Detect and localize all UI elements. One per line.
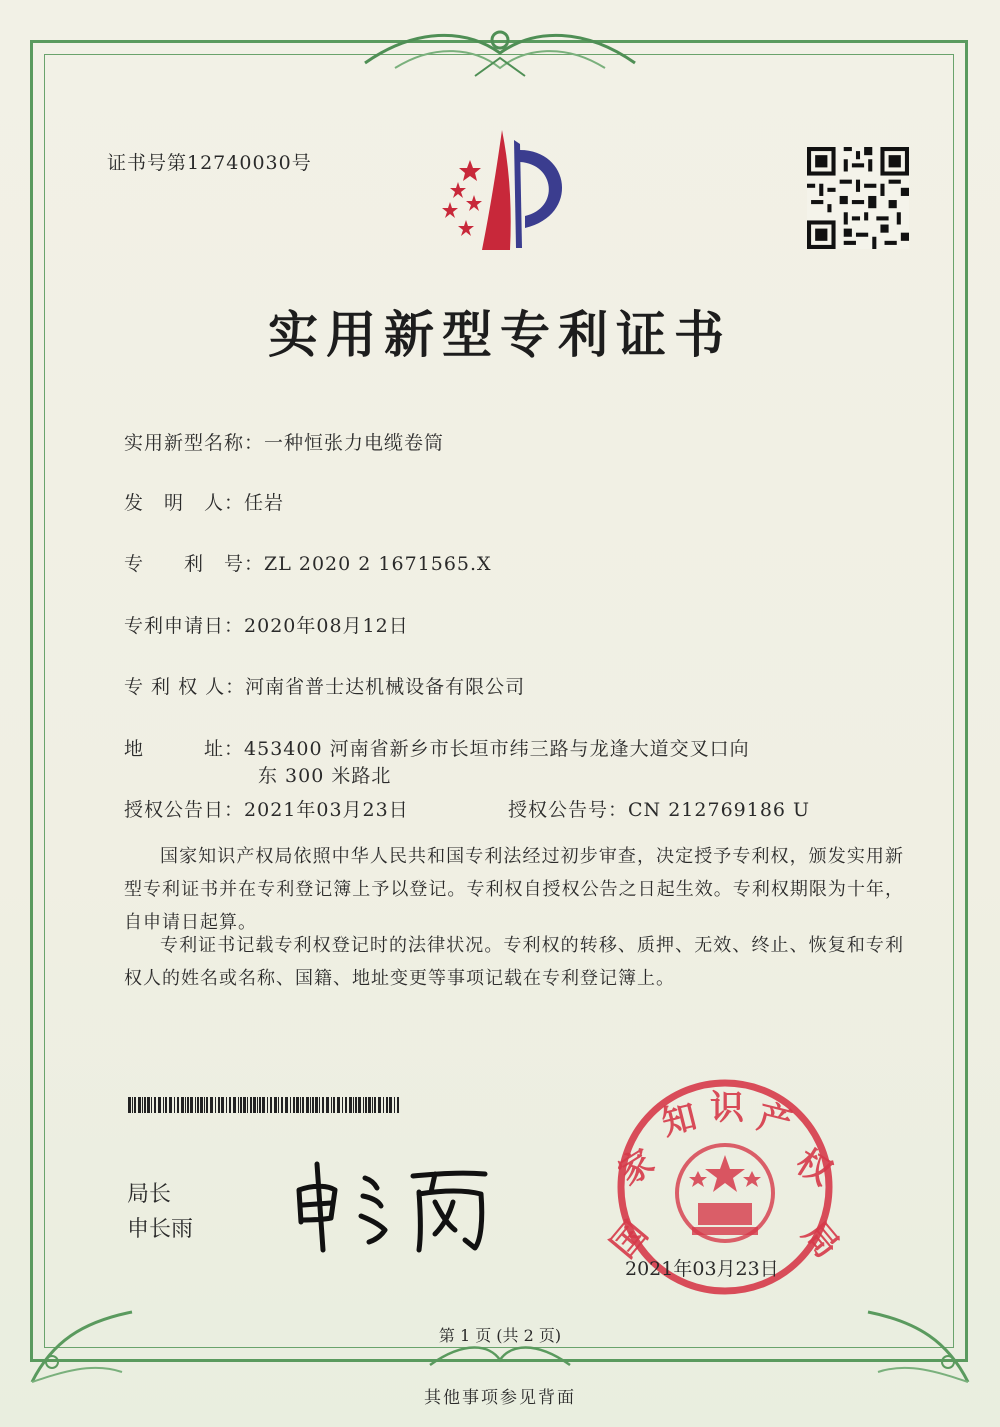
seal-date: 2021年03月23日 [625, 1258, 779, 1280]
barcode-bar [372, 1097, 373, 1113]
barcode-bar [243, 1097, 246, 1113]
barcode-bar [221, 1097, 224, 1113]
barcode-bar [154, 1097, 156, 1113]
barcode-bar [326, 1097, 329, 1113]
address-label: 地 址： [124, 738, 245, 760]
barcode-bar [349, 1097, 352, 1113]
barcode-bar [358, 1097, 361, 1113]
barcode-bar [142, 1097, 143, 1113]
seal-char-7: 局 [794, 1214, 847, 1266]
grant-number-row [508, 795, 810, 822]
address-row [124, 734, 750, 761]
barcode-bar [195, 1097, 196, 1113]
barcode-bar [333, 1097, 335, 1113]
patent-number-label: 专 利 号： [124, 553, 265, 575]
seal-char-5: 产 [753, 1096, 796, 1144]
barcode-bar [342, 1097, 343, 1113]
barcode-bar [374, 1097, 376, 1113]
barcode-bar [240, 1097, 242, 1113]
barcode-bar [345, 1097, 347, 1113]
barcode-bar [174, 1097, 175, 1113]
qr-code-icon [807, 147, 909, 249]
filing-date-label: 专利申请日： [124, 615, 245, 637]
barcode-bar [233, 1097, 236, 1113]
patent-number-value: ZL 2020 2 1671565.X [264, 553, 492, 575]
address-line-1: 453400 河南省新乡市长垣市纬三路与龙逢大道交叉口向 [244, 738, 750, 760]
barcode-bar [181, 1097, 184, 1113]
barcode-bar [296, 1097, 299, 1113]
barcode-bar [158, 1097, 161, 1113]
grant-date-label: 授权公告日： [124, 799, 245, 821]
barcode-bar [210, 1097, 213, 1113]
filing-date-value: 2020年08月12日 [244, 615, 409, 637]
barcode-bar [226, 1097, 227, 1113]
utility-model-name-row [124, 428, 444, 455]
barcode-bar [204, 1097, 205, 1113]
legal-paragraph-1: 国家知识产权局依照中华人民共和国专利法经过初步审查，决定授予专利权，颁发实用新型专利证书并在专利登记簿上予以登记。专利权自授权公告之日起生效。专利权期限为十年，自申请日起算。 [124, 846, 904, 933]
grant-number-value: CN 212769186 U [628, 799, 811, 821]
barcode-bar [247, 1097, 248, 1113]
barcode-bar [386, 1097, 388, 1113]
certificate-title: 实用新型专利证书 [268, 305, 732, 364]
barcode-bar [151, 1097, 152, 1113]
barcode-bar [259, 1097, 261, 1113]
barcode-bar [262, 1097, 265, 1113]
barcode-bar [128, 1097, 131, 1113]
top-ornament-icon [355, 18, 645, 88]
barcode-bar [312, 1097, 314, 1113]
footer-note: 其他事项参见背面 [424, 1388, 576, 1408]
barcode-bar [394, 1097, 395, 1113]
patentee-row [124, 672, 525, 699]
barcode-bar [302, 1097, 304, 1113]
barcode-bar [315, 1097, 318, 1113]
barcode-bar [206, 1097, 208, 1113]
barcode-bar [281, 1097, 283, 1113]
barcode-bar [200, 1097, 203, 1113]
barcode-bar [290, 1097, 291, 1113]
barcode-icon [128, 1097, 400, 1113]
address-line-2: 东 300 米路北 [258, 765, 392, 787]
seal-char-1: 国 [603, 1214, 656, 1266]
utility-model-name-label: 实用新型名称： [124, 432, 265, 454]
barcode-bar [238, 1097, 239, 1113]
barcode-bar [363, 1097, 364, 1113]
barcode-bar [138, 1097, 141, 1113]
director-signature-icon [285, 1150, 510, 1260]
barcode-bar [368, 1097, 371, 1113]
barcode-bar [215, 1097, 216, 1113]
barcode-bar [144, 1097, 146, 1113]
barcode-bar [169, 1097, 172, 1113]
page-number: 第 1 页 (共 2 页) [438, 1326, 562, 1345]
barcode-bar [274, 1097, 277, 1113]
seal-char-4: 识 [710, 1088, 744, 1128]
barcode-bar [389, 1097, 392, 1113]
barcode-bar [270, 1097, 272, 1113]
barcode-bar [331, 1097, 332, 1113]
barcode-bar [306, 1097, 309, 1113]
barcode-bar [257, 1097, 258, 1113]
director-name: 申长雨 [127, 1217, 194, 1242]
patentee-value: 河南省普士达机械设备有限公司 [245, 676, 526, 698]
seal-char-3: 知 [658, 1096, 701, 1144]
barcode-bar [353, 1097, 354, 1113]
filing-date-row [124, 611, 409, 638]
barcode-bar [185, 1097, 186, 1113]
utility-model-name-value: 一种恒张力电缆卷筒 [264, 432, 445, 454]
barcode-bar [310, 1097, 311, 1113]
barcode-bar [322, 1097, 324, 1113]
barcode-bar [300, 1097, 301, 1113]
barcode-bar [190, 1097, 193, 1113]
barcode-bar [147, 1097, 150, 1113]
barcode-bar [383, 1097, 384, 1113]
barcode-bar [319, 1097, 320, 1113]
barcode-bar [132, 1097, 133, 1113]
director-title: 局长 [127, 1182, 172, 1207]
inventor-row [124, 488, 284, 515]
barcode-bar [177, 1097, 179, 1113]
patent-number-row [124, 549, 492, 576]
grant-date-value: 2021年03月23日 [244, 799, 409, 821]
legal-paragraph-2: 专利证书记载专利权登记时的法律状况。专利权的转移、质押、无效、终止、恢复和专利权人的姓名或名称、国籍、地址变更等事项记载在专利登记簿上。 [124, 935, 904, 989]
certificate-number: 证书号第12740030号 [107, 152, 312, 174]
grant-date-row [124, 795, 409, 822]
barcode-bar [187, 1097, 189, 1113]
barcode-bar [285, 1097, 288, 1113]
barcode-bar [197, 1097, 199, 1113]
barcode-bar [278, 1097, 279, 1113]
barcode-bar [397, 1097, 399, 1113]
barcode-bar [163, 1097, 164, 1113]
barcode-bar [218, 1097, 220, 1113]
barcode-bar [337, 1097, 340, 1113]
barcode-bar [378, 1097, 381, 1113]
seal-char-6: 权 [788, 1141, 839, 1194]
barcode-bar [253, 1097, 256, 1113]
barcode-bar [355, 1097, 357, 1113]
barcode-bar [365, 1097, 367, 1113]
inventor-value: 任岩 [244, 492, 285, 514]
inventor-label: 发 明 人： [124, 492, 245, 514]
grant-number-label: 授权公告号： [508, 799, 629, 821]
patentee-label: 专 利 权 人： [124, 676, 246, 698]
barcode-bar [134, 1097, 136, 1113]
barcode-bar [165, 1097, 167, 1113]
barcode-bar [250, 1097, 252, 1113]
barcode-bar [267, 1097, 268, 1113]
barcode-bar [229, 1097, 231, 1113]
patent-office-logo-icon [430, 120, 580, 260]
seal-char-2: 家 [611, 1141, 662, 1194]
barcode-bar [293, 1097, 295, 1113]
